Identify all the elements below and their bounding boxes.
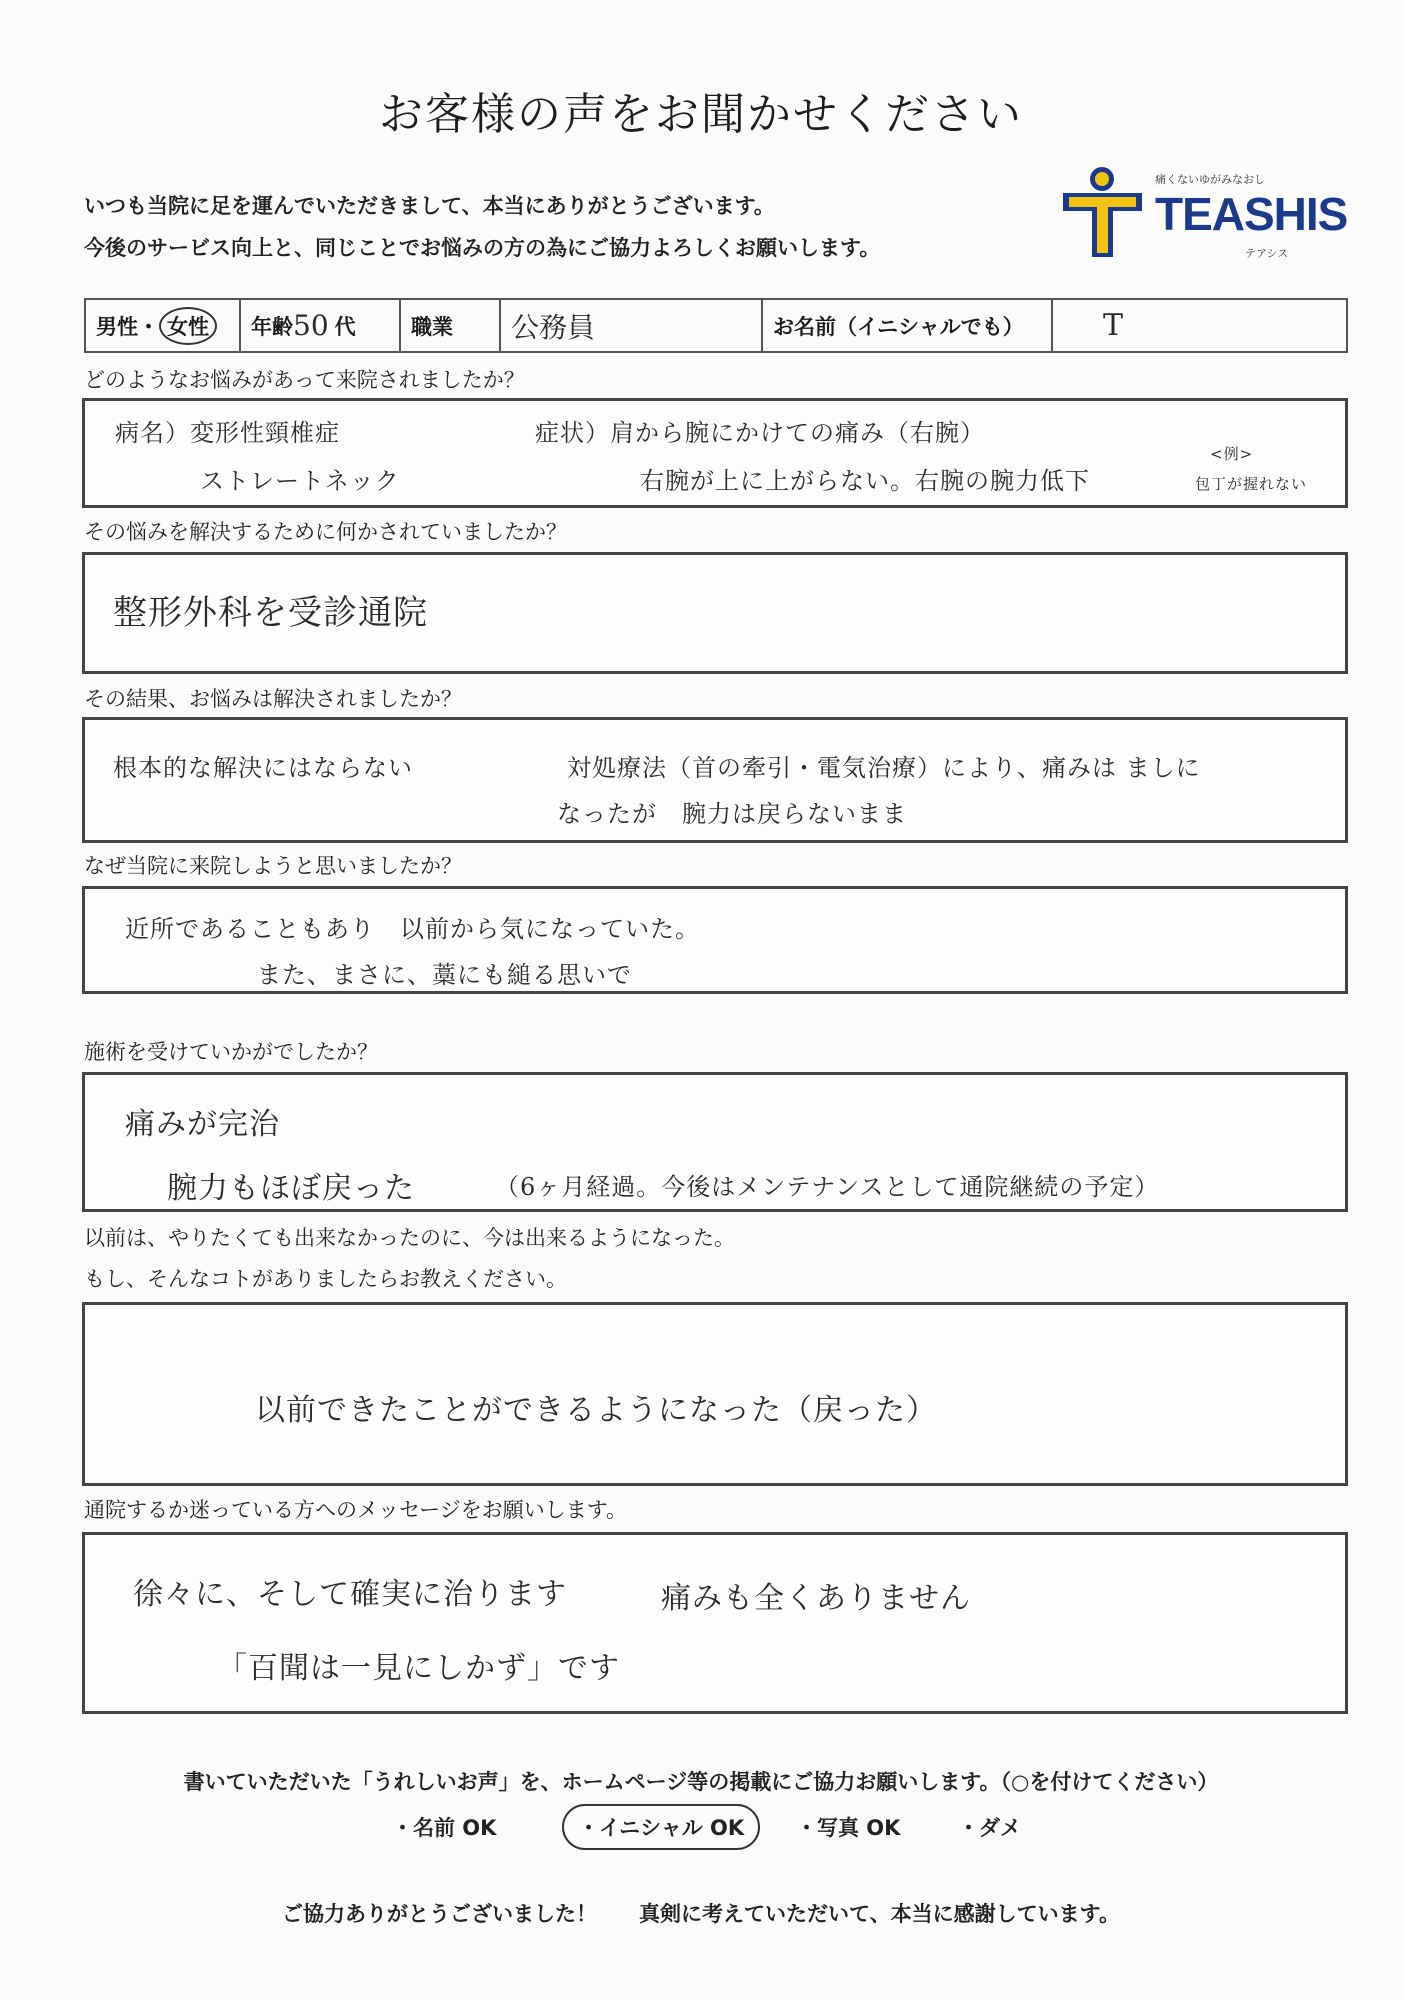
page-title: お客様の声をお聞かせください [379,89,1023,140]
answer-1-example: 包丁が握れない [1195,475,1308,493]
answer-box-7 [82,1532,1348,1714]
figure-logo-icon [1055,165,1150,265]
answer-box-6 [82,1302,1348,1486]
answer-box-3 [82,717,1348,843]
answer-3-line-1: 根本的な解決にはならない [113,754,413,782]
thanks-text: ご協力ありがとうございました！ 真剣に考えていただいて、本当に感謝しています。 [282,1902,1120,1926]
answer-5-line-3: （6ヶ月経過。今後はメンテナンスとして通院継続の予定） [495,1173,1160,1201]
name-value: T [1103,308,1124,343]
answer-1-line-3: 症状）肩から腕にかけての痛み（右腕） [535,419,985,447]
option-name-ok[interactable]: ・名前 OK [392,1816,497,1840]
logo-tagline: 痛くないゆがみなおし [1155,173,1265,186]
question-6b: もし、そんなコトがありましたらお教えください。 [84,1267,567,1291]
answer-7-line-1: 徐々に、そして確実に治ります [133,1577,567,1612]
answer-4-line-1: 近所であることもあり 以前から気になっていた。 [125,915,700,943]
logo-kana: テアシス [1245,247,1289,260]
gender-cell [86,300,241,351]
name-label: お名前（イニシャルでも） [773,314,1024,339]
age-cell [241,300,401,351]
question-4: なぜ当院に来院しようと思いましたか？ [84,854,462,878]
answer-1-line-2: ストレートネック [200,467,400,495]
answer-5-line-1: 痛みが完治 [125,1107,280,1142]
answer-2-line-1: 整形外科を受診通院 [113,593,428,633]
age-label: 年齢 [251,314,293,339]
gender-male-label: 男性 [96,314,138,339]
intro-line-1: いつも当院に足を運んでいただきまして、本当にありがとうございます。 [84,194,775,218]
question-5: 施術を受けていかがでしたか？ [84,1040,378,1064]
answer-7-line-2: 痛みも全くありません [661,1581,971,1616]
answer-1-line-1: 病名）変形性頸椎症 [115,419,340,447]
teashis-logo [1055,165,1348,265]
question-3: その結果、お悩みは解決されましたか？ [84,687,462,711]
job-label-cell [401,300,501,351]
gender-female-label-circled: 女性 [159,307,217,345]
option-initial-ok-selected[interactable]: ・イニシャル OK [562,1804,760,1850]
job-label: 職業 [411,314,453,339]
answer-4-line-2: また、まさに、藁にも縋る思いで [257,961,632,989]
answer-box-4 [82,886,1348,994]
answer-box-2 [82,552,1348,674]
question-2: その悩みを解決するために何かされていましたか？ [84,520,567,544]
customer-info-row [84,298,1348,353]
question-7: 通院するか迷っている方へのメッセージをお願いします。 [84,1498,628,1522]
intro-line-2: 今後のサービス向上と、同じことでお悩みの方の為にご協力よろしくお願いします。 [84,236,881,260]
age-value: 50 [293,309,329,342]
option-decline[interactable]: ・ダメ [958,1816,1021,1840]
answer-box-5 [82,1072,1348,1212]
question-6: 以前は、やりたくても出来なかったのに、今は出来るようになった。 [84,1226,735,1250]
name-label-cell [763,300,1053,351]
answer-1-line-4: 右腕が上に上がらない。右腕の腕力低下 [640,467,1090,495]
answer-7-line-3: 「百聞は一見にしかず」です [217,1651,620,1686]
answer-3-line-3: なったが 腕力は戻らないまま [557,800,907,828]
answer-3-line-2: 対処療法（首の牽引・電気治療）により、痛みは ましに [567,754,1201,782]
job-value-cell [501,300,763,351]
answer-1-example-tag: <例> [1210,445,1254,463]
age-suffix: 代 [334,314,356,339]
option-photo-ok[interactable]: ・写真 OK [796,1816,901,1840]
consent-text: 書いていただいた「うれしいお声」を、ホームページ等の掲載にご協力お願いします。（○を付けてください） [183,1770,1219,1794]
logo-wordmark: TEASHIS [1155,188,1348,240]
answer-box-1 [82,398,1348,508]
answer-6-line-1: 以前できたことができるようになった（戻った） [255,1393,937,1428]
question-1: どのようなお悩みがあって来院されましたか？ [84,368,525,392]
name-value-cell [1053,300,1346,351]
gender-separator: ・ [138,314,159,339]
answer-5-line-2: 腕力もほぼ戻った [167,1171,415,1206]
job-value: 公務員 [511,310,596,344]
